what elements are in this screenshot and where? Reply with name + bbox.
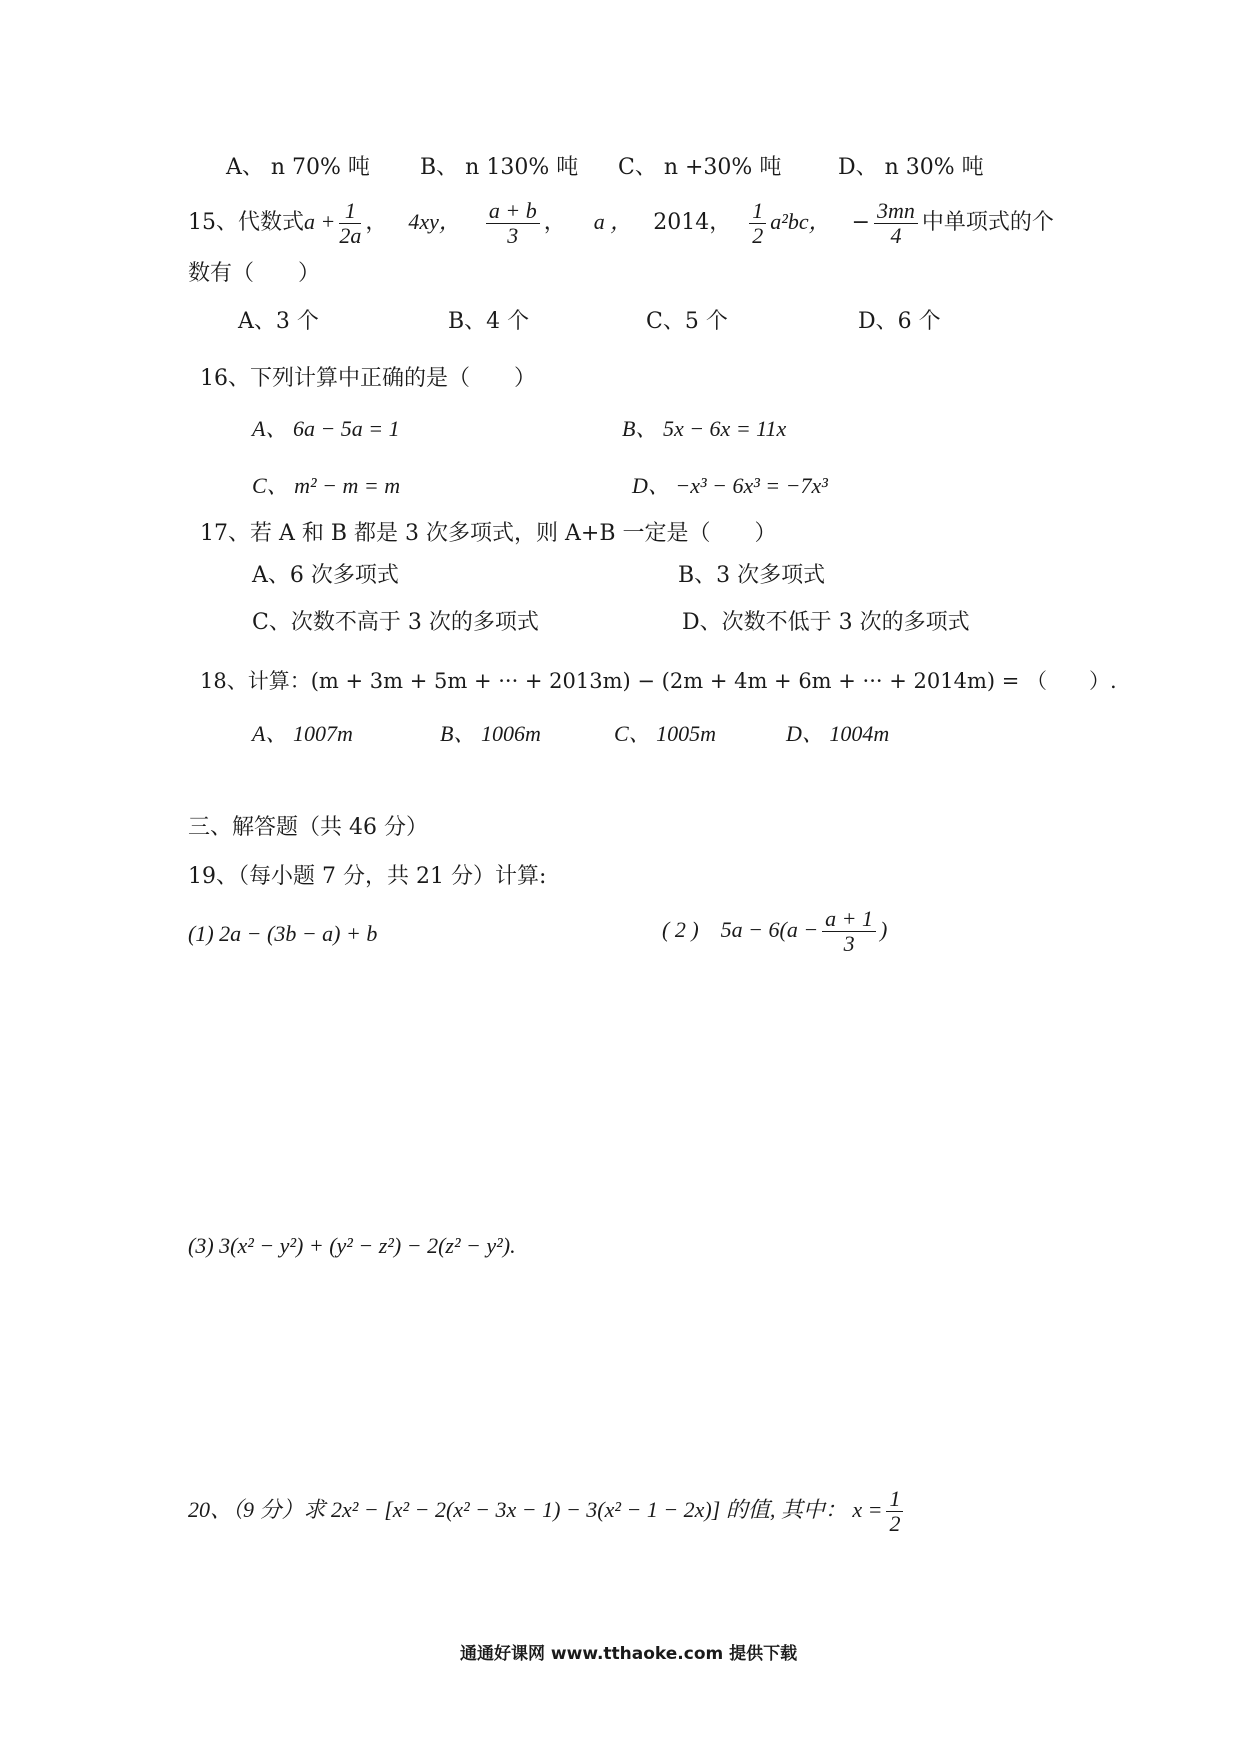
q19-part1: (1) 2a − (3b − a) + b xyxy=(188,921,378,946)
q18-option-b: B、 1006m xyxy=(440,721,541,746)
q19-part2: ( 2 ) 5a − 6(a − $\frac{a + 1}{3}$ ) xyxy=(662,905,888,956)
q17-stem: 17、若 A 和 B 都是 3 次多项式，则 A+B 一定是（ ） xyxy=(200,521,777,546)
q16-option-c: C、 m² − m = m xyxy=(252,473,401,498)
q15-expr6-fraction: $\frac{1}{2}$ xyxy=(749,199,766,248)
q18-option-c: C、 1005m xyxy=(614,721,717,746)
q16-option-d: D、 −x³ − 6x³ = −7x³ xyxy=(632,473,828,498)
q15-expr3-fraction: $\frac{a + b}{3}$ xyxy=(486,199,540,248)
q15-stem-line2: 数有（ ） xyxy=(188,261,321,286)
q18-option-d: D、 1004m xyxy=(786,721,890,746)
q18-stem: 18、计算：(m + 3m + 5m + ··· + 2013m) − (2m + 4m + 6m + ··· + 2014m) = （ ）. xyxy=(200,669,1117,693)
q15-expr7-fraction: $\frac{3mn}{4}$ xyxy=(874,199,918,248)
q15-expr4: a ， xyxy=(593,209,633,234)
q16-option-b: B、 5x − 6x = 11x xyxy=(622,416,787,441)
q20-x-fraction: $\frac{1}{2}$ xyxy=(886,1487,903,1536)
q17-option-c: C、次数不高于 3 次的多项式 xyxy=(252,610,539,635)
q15-option-d: D、6 个 xyxy=(858,309,941,334)
section-title: 三、解答题（共 46 分） xyxy=(188,815,428,840)
q19-part3: (3) 3(x² − y²) + (y² − z²) − 2(z² − y²). xyxy=(188,1233,516,1258)
q16-option-a: A、 6a − 5a = 1 xyxy=(252,416,400,441)
q15-prefix: 15、代数式 xyxy=(188,210,304,235)
q17-option-d: D、次数不低于 3 次的多项式 xyxy=(682,610,970,635)
q15-expr1-fraction: $\frac{1}{2a}$ xyxy=(339,197,362,248)
q15-expr5: 2014， xyxy=(653,210,732,235)
q20-stem: 20、（9 分）求 2x² − [x² − 2(x² − 3x − 1) − 3(x² − 1 − 2x)] 的值, 其中： x = $\frac{1}{2}$ xyxy=(188,1484,907,1537)
q14-option-c: C、 n +30% 吨 xyxy=(618,155,782,180)
q14-option-a: A、 n 70% 吨 xyxy=(226,155,370,180)
q19-stem: 19、（每小题 7 分，共 21 分）计算: xyxy=(188,864,547,889)
q15-stem: 15、代数式a + $\frac{1}{2a}$ ， 4xy， $\frac{a + b}{3}$ ， a ， 2014， $\frac{1}{2}$ a²bc， − $\frac{3mn}{4}$ 中单项式的个 xyxy=(188,197,1054,248)
q15-option-a: A、3 个 xyxy=(238,309,319,334)
q15-option-c: C、5 个 xyxy=(646,309,728,334)
footer-source: 通通好课网 www.tthaoke.com 提供下载 xyxy=(460,1644,798,1664)
q16-stem: 16、下列计算中正确的是（ ） xyxy=(200,366,536,391)
q15-expr1: a + xyxy=(304,209,336,234)
q14-option-d: D、 n 30% 吨 xyxy=(838,155,984,180)
q19-part2-fraction: $\frac{a + 1}{3}$ xyxy=(822,907,876,956)
q17-option-a: A、6 次多项式 xyxy=(252,563,399,588)
q17-option-b: B、3 次多项式 xyxy=(678,563,826,588)
q15-suffix: 中单项式的个 xyxy=(921,210,1054,235)
q14-option-b: B、 n 130% 吨 xyxy=(420,155,579,180)
q15-option-b: B、4 个 xyxy=(448,309,530,334)
q18-option-a: A、 1007m xyxy=(252,721,353,746)
q15-expr2: 4xy， xyxy=(408,209,461,234)
